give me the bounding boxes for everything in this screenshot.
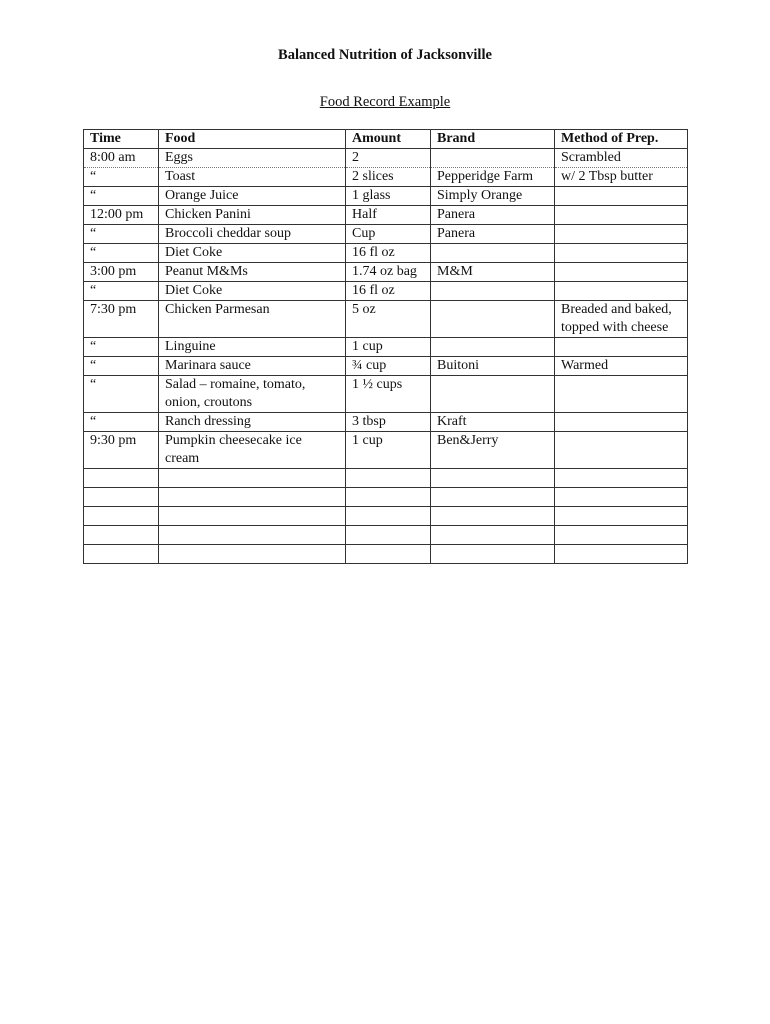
cell-method bbox=[555, 545, 688, 564]
cell-method bbox=[555, 244, 688, 263]
cell-amount: Cup bbox=[346, 225, 431, 244]
cell-time: “ bbox=[84, 282, 159, 301]
cell-food bbox=[159, 545, 346, 564]
cell-brand: Pepperidge Farm bbox=[431, 168, 555, 187]
cell-food bbox=[159, 507, 346, 526]
cell-food: Marinara sauce bbox=[159, 357, 346, 376]
cell-amount: 1.74 oz bag bbox=[346, 263, 431, 282]
table-row bbox=[84, 413, 688, 432]
cell-food: Chicken Parmesan bbox=[159, 301, 346, 338]
table-row bbox=[84, 376, 688, 413]
cell-amount: 1 ½ cups bbox=[346, 376, 431, 413]
header-method: Method of Prep. bbox=[555, 130, 688, 149]
cell-method: w/ 2 Tbsp butter bbox=[555, 168, 688, 187]
table-row bbox=[84, 545, 688, 564]
table-row bbox=[84, 357, 688, 376]
cell-food: Diet Coke bbox=[159, 244, 346, 263]
cell-amount bbox=[346, 488, 431, 507]
cell-amount bbox=[346, 545, 431, 564]
cell-amount bbox=[346, 526, 431, 545]
cell-method bbox=[555, 432, 688, 469]
table-row bbox=[84, 507, 688, 526]
cell-amount: 2 bbox=[346, 149, 431, 168]
cell-brand: Kraft bbox=[431, 413, 555, 432]
cell-amount bbox=[346, 507, 431, 526]
cell-method bbox=[555, 488, 688, 507]
table-row bbox=[84, 526, 688, 545]
cell-method bbox=[555, 469, 688, 488]
header-amount: Amount bbox=[346, 130, 431, 149]
table-body bbox=[84, 149, 688, 564]
cell-amount: 1 cup bbox=[346, 338, 431, 357]
table-header-row bbox=[84, 130, 688, 149]
cell-brand bbox=[431, 301, 555, 338]
cell-brand: Panera bbox=[431, 206, 555, 225]
cell-method: Breaded and baked, topped with cheese bbox=[555, 301, 688, 338]
cell-method: Scrambled bbox=[555, 149, 688, 168]
cell-time: “ bbox=[84, 376, 159, 413]
cell-food: Ranch dressing bbox=[159, 413, 346, 432]
cell-amount: 3 tbsp bbox=[346, 413, 431, 432]
cell-method bbox=[555, 376, 688, 413]
cell-food: Linguine bbox=[159, 338, 346, 357]
table-row bbox=[84, 263, 688, 282]
table-row bbox=[84, 488, 688, 507]
cell-food: Pumpkin cheesecake ice cream bbox=[159, 432, 346, 469]
cell-time bbox=[84, 545, 159, 564]
cell-brand bbox=[431, 282, 555, 301]
cell-time: “ bbox=[84, 413, 159, 432]
table-row bbox=[84, 338, 688, 357]
table-row bbox=[84, 206, 688, 225]
cell-time bbox=[84, 526, 159, 545]
table-row bbox=[84, 187, 688, 206]
cell-brand bbox=[431, 149, 555, 168]
cell-brand: Panera bbox=[431, 225, 555, 244]
cell-time: “ bbox=[84, 357, 159, 376]
cell-brand: Ben&Jerry bbox=[431, 432, 555, 469]
header-food: Food bbox=[159, 130, 346, 149]
cell-method bbox=[555, 225, 688, 244]
cell-food: Diet Coke bbox=[159, 282, 346, 301]
cell-food bbox=[159, 488, 346, 507]
cell-brand bbox=[431, 545, 555, 564]
document-subtitle: Food Record Example bbox=[319, 94, 451, 110]
cell-food: Orange Juice bbox=[159, 187, 346, 206]
cell-time: “ bbox=[84, 168, 159, 187]
table-row bbox=[84, 301, 688, 338]
cell-time: 9:30 pm bbox=[84, 432, 159, 469]
cell-amount: 5 oz bbox=[346, 301, 431, 338]
cell-food bbox=[159, 469, 346, 488]
cell-brand bbox=[431, 244, 555, 263]
cell-method bbox=[555, 413, 688, 432]
cell-food: Chicken Panini bbox=[159, 206, 346, 225]
table-row bbox=[84, 432, 688, 469]
cell-brand: M&M bbox=[431, 263, 555, 282]
cell-brand bbox=[431, 488, 555, 507]
cell-amount: 16 fl oz bbox=[346, 282, 431, 301]
table-row bbox=[84, 149, 688, 168]
cell-method bbox=[555, 338, 688, 357]
cell-time: “ bbox=[84, 187, 159, 206]
cell-brand bbox=[431, 507, 555, 526]
cell-brand: Buitoni bbox=[431, 357, 555, 376]
cell-food: Broccoli cheddar soup bbox=[159, 225, 346, 244]
cell-amount: 1 cup bbox=[346, 432, 431, 469]
table-row bbox=[84, 168, 688, 187]
cell-amount: 16 fl oz bbox=[346, 244, 431, 263]
cell-method bbox=[555, 263, 688, 282]
table-row bbox=[84, 225, 688, 244]
cell-amount: 2 slices bbox=[346, 168, 431, 187]
document-title: Balanced Nutrition of Jacksonville bbox=[278, 47, 492, 63]
table-row bbox=[84, 282, 688, 301]
header-brand: Brand bbox=[431, 130, 555, 149]
cell-brand bbox=[431, 376, 555, 413]
cell-method bbox=[555, 187, 688, 206]
cell-method bbox=[555, 282, 688, 301]
cell-brand bbox=[431, 469, 555, 488]
cell-amount: Half bbox=[346, 206, 431, 225]
cell-amount bbox=[346, 469, 431, 488]
cell-brand: Simply Orange bbox=[431, 187, 555, 206]
cell-time: “ bbox=[84, 338, 159, 357]
cell-brand bbox=[431, 338, 555, 357]
cell-time: 3:00 pm bbox=[84, 263, 159, 282]
header-time: Time bbox=[84, 130, 159, 149]
cell-food: Salad – romaine, tomato, onion, croutons bbox=[159, 376, 346, 413]
cell-time: “ bbox=[84, 244, 159, 263]
cell-time bbox=[84, 507, 159, 526]
cell-method bbox=[555, 526, 688, 545]
cell-food: Peanut M&Ms bbox=[159, 263, 346, 282]
cell-method bbox=[555, 206, 688, 225]
cell-amount: 1 glass bbox=[346, 187, 431, 206]
cell-time: 7:30 pm bbox=[84, 301, 159, 338]
cell-time: 8:00 am bbox=[84, 149, 159, 168]
cell-food: Eggs bbox=[159, 149, 346, 168]
cell-time bbox=[84, 469, 159, 488]
cell-time bbox=[84, 488, 159, 507]
cell-method: Warmed bbox=[555, 357, 688, 376]
cell-food: Toast bbox=[159, 168, 346, 187]
cell-method bbox=[555, 507, 688, 526]
cell-time: “ bbox=[84, 225, 159, 244]
table-row bbox=[84, 244, 688, 263]
table-row bbox=[84, 469, 688, 488]
cell-amount: ¾ cup bbox=[346, 357, 431, 376]
cell-food bbox=[159, 526, 346, 545]
cell-time: 12:00 pm bbox=[84, 206, 159, 225]
cell-brand bbox=[431, 526, 555, 545]
food-record-table bbox=[83, 129, 688, 564]
